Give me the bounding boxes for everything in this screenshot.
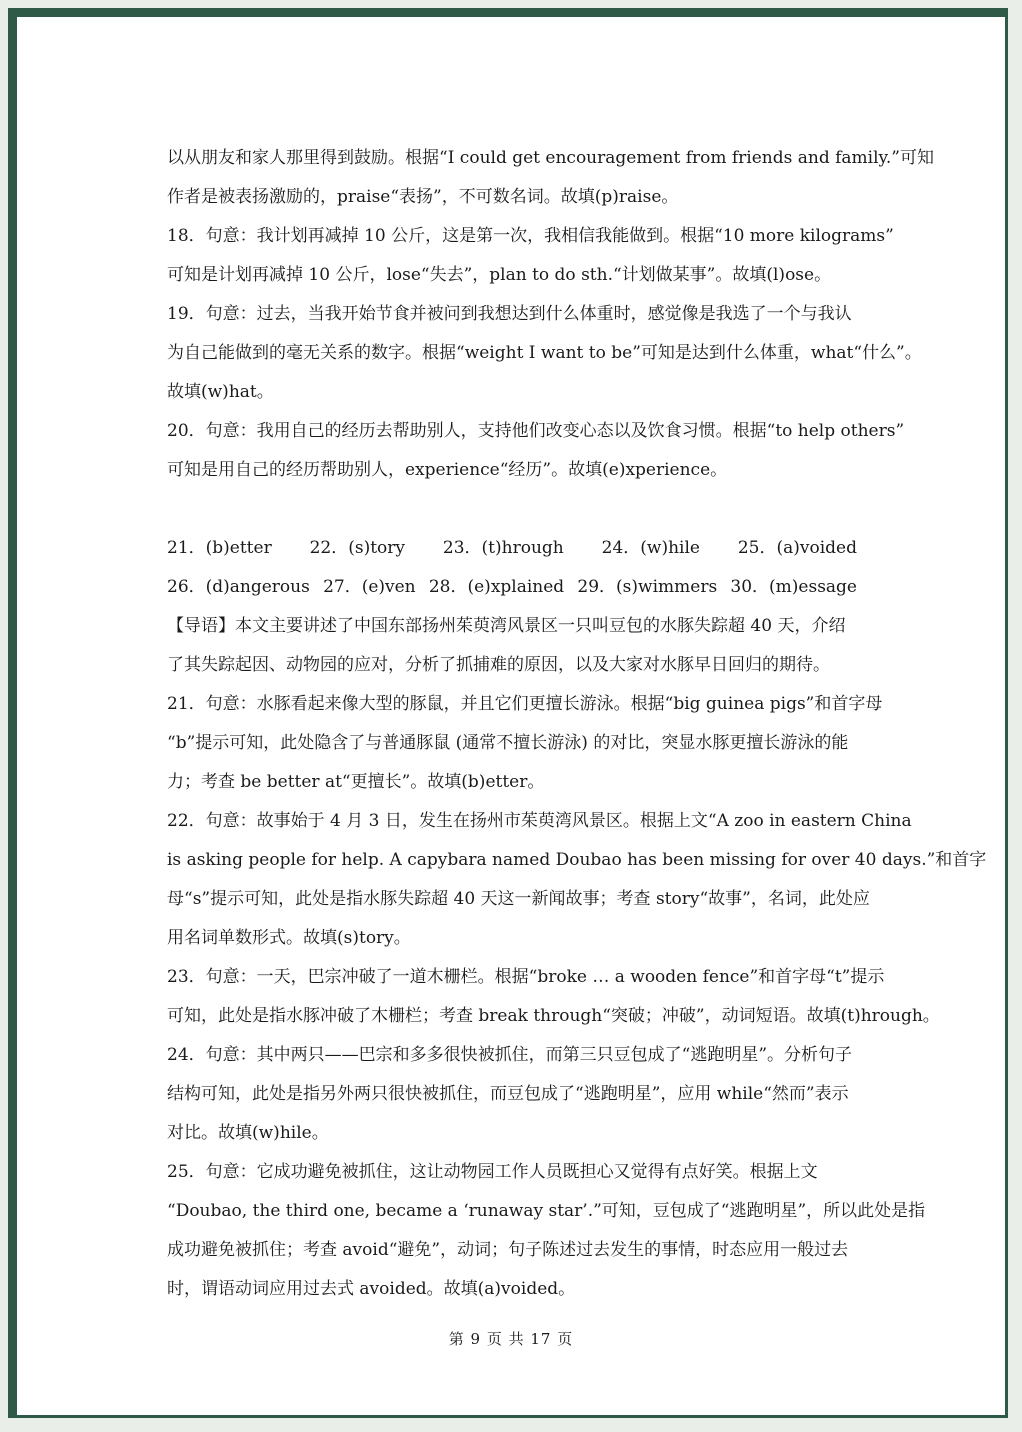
document-page — [14, 14, 1008, 1418]
text-line: “b”提示可知，此处隐含了与普通豚鼠 (通常不擅长游泳) 的对比，突显水豚更擅长游泳的能 — [167, 733, 849, 753]
answer-item: 28．(e)xplained — [428, 577, 565, 597]
text-line: 22．句意：故事始于 4 月 3 日，发生在扬州市茱萸湾风景区。根据上文“A zoo in eastern China — [167, 811, 912, 831]
text-line: “Doubao, the third one, became a ‘runaway star’.”可知，豆包成了“逃跑明星”，所以此处是指 — [167, 1201, 926, 1221]
section-gap — [167, 490, 867, 529]
explanations — [167, 607, 987, 1309]
answer-item: 26．(d)angerous — [167, 577, 310, 597]
text-line: 可知是用自己的经历帮助别人，experience“经历”。故填(e)xperience。 — [167, 460, 728, 480]
answer-item: 27．(e)ven — [323, 577, 416, 597]
answer-row-1 — [167, 529, 857, 568]
text-line: 结构可知，此处是指另外两只很快被抓住，而豆包成了“逃跑明星”，应用 while“然而”表示 — [167, 1084, 849, 1104]
text-line: 21．句意：水豚看起来像大型的豚鼠，并且它们更擅长游泳。根据“big guinea pigs”和首字母 — [167, 694, 883, 714]
text-line: 以从朋友和家人那里得到鼓励。根据“I could get encouragement from friends and family.”可知 — [167, 148, 934, 168]
text-line: 作者是被表扬激励的，praise“表扬”，不可数名词。故填(p)raise。 — [167, 187, 679, 207]
paragraph-p19 — [167, 295, 922, 412]
paragraph-q23 — [167, 958, 940, 1036]
answer-item: 23．(t)hrough — [442, 538, 564, 558]
paragraph-p18 — [167, 217, 894, 295]
answer-item: 29．(s)wimmers — [577, 577, 718, 597]
text-line: 可知，此处是指水豚冲破了木栅栏；考查 break through“突破；冲破”，动词短语。故填(t)hrough。 — [167, 1006, 940, 1026]
answer-item: 24．(w)hile — [601, 538, 700, 558]
text-line: 18．句意：我计划再减掉 10 公斤，这是第一次，我相信我能做到。根据“10 more kilograms” — [167, 226, 894, 246]
paragraph-p17 — [167, 139, 934, 217]
text-line: 力；考查 be better at“更擅长”。故填(b)etter。 — [167, 772, 545, 792]
text-line: 23．句意：一天，巴宗冲破了一道木栅栏。根据“broke … a wooden fence”和首字母“t”提示 — [167, 967, 885, 987]
answer-item: 21．(b)etter — [167, 538, 272, 558]
paragraph-q25 — [167, 1153, 926, 1309]
text-line: 成功避免被抓住；考查 avoid“避免”，动词；句子陈述过去发生的事情，时态应用一般过去 — [167, 1240, 849, 1260]
page-footer: 第 9 页 共 17 页 — [448, 1330, 574, 1348]
text-line: 24．句意：其中两只——巴宗和多多很快被抓住，而第三只豆包成了“逃跑明星”。分析句子 — [167, 1045, 853, 1065]
answer-item: 25．(a)voided — [737, 538, 857, 558]
paragraph-q22 — [167, 802, 987, 958]
answer-item: 22．(s)tory — [309, 538, 406, 558]
text-line: is asking people for help. A capybara named Doubao has been missing for over 40 days.”和首字 — [167, 850, 987, 870]
document-body — [167, 139, 987, 1309]
text-line: 了其失踪起因、动物园的应对，分析了抓捕难的原因，以及大家对水豚早日回归的期待。 — [167, 655, 830, 675]
text-line: 母“s”提示可知，此处是指水豚失踪超 40 天这一新闻故事；考查 story“故事”，名词，此处应 — [167, 889, 870, 909]
text-line: 可知是计划再减掉 10 公斤，lose“失去”，plan to do sth.“计划做某事”。故填(l)ose。 — [167, 265, 832, 285]
text-line: 故填(w)hat。 — [167, 382, 274, 402]
paragraph-p20 — [167, 412, 905, 490]
text-line: 19．句意：过去，当我开始节食并被问到我想达到什么体重时，感觉像是我选了一个与我认 — [167, 304, 852, 324]
paragraph-q24 — [167, 1036, 867, 1153]
text-line: 对比。故填(w)hile。 — [167, 1123, 329, 1143]
answer-item: 30．(m)essage — [730, 577, 857, 597]
text-line: 25．句意：它成功避免被抓住，这让动物园工作人员既担心又觉得有点好笑。根据上文 — [167, 1162, 818, 1182]
answer-row-2 — [167, 568, 857, 607]
paragraph-intro — [167, 607, 867, 685]
text-line: 为自己能做到的毫无关系的数字。根据“weight I want to be”可知是达到什么体重，what“什么”。 — [167, 343, 922, 363]
paragraphs-top — [167, 139, 934, 490]
paragraph-q21 — [167, 685, 883, 802]
text-line: 【导语】本文主要讲述了中国东部扬州茱萸湾风景区一只叫豆包的水豚失踪超 40 天，介绍 — [167, 616, 846, 636]
text-line: 用名词单数形式。故填(s)tory。 — [167, 928, 411, 948]
text-line: 时，谓语动词应用过去式 avoided。故填(a)voided。 — [167, 1279, 576, 1299]
text-line: 20．句意：我用自己的经历去帮助别人，支持他们改变心态以及饮食习惯。根据“to help others” — [167, 421, 905, 441]
